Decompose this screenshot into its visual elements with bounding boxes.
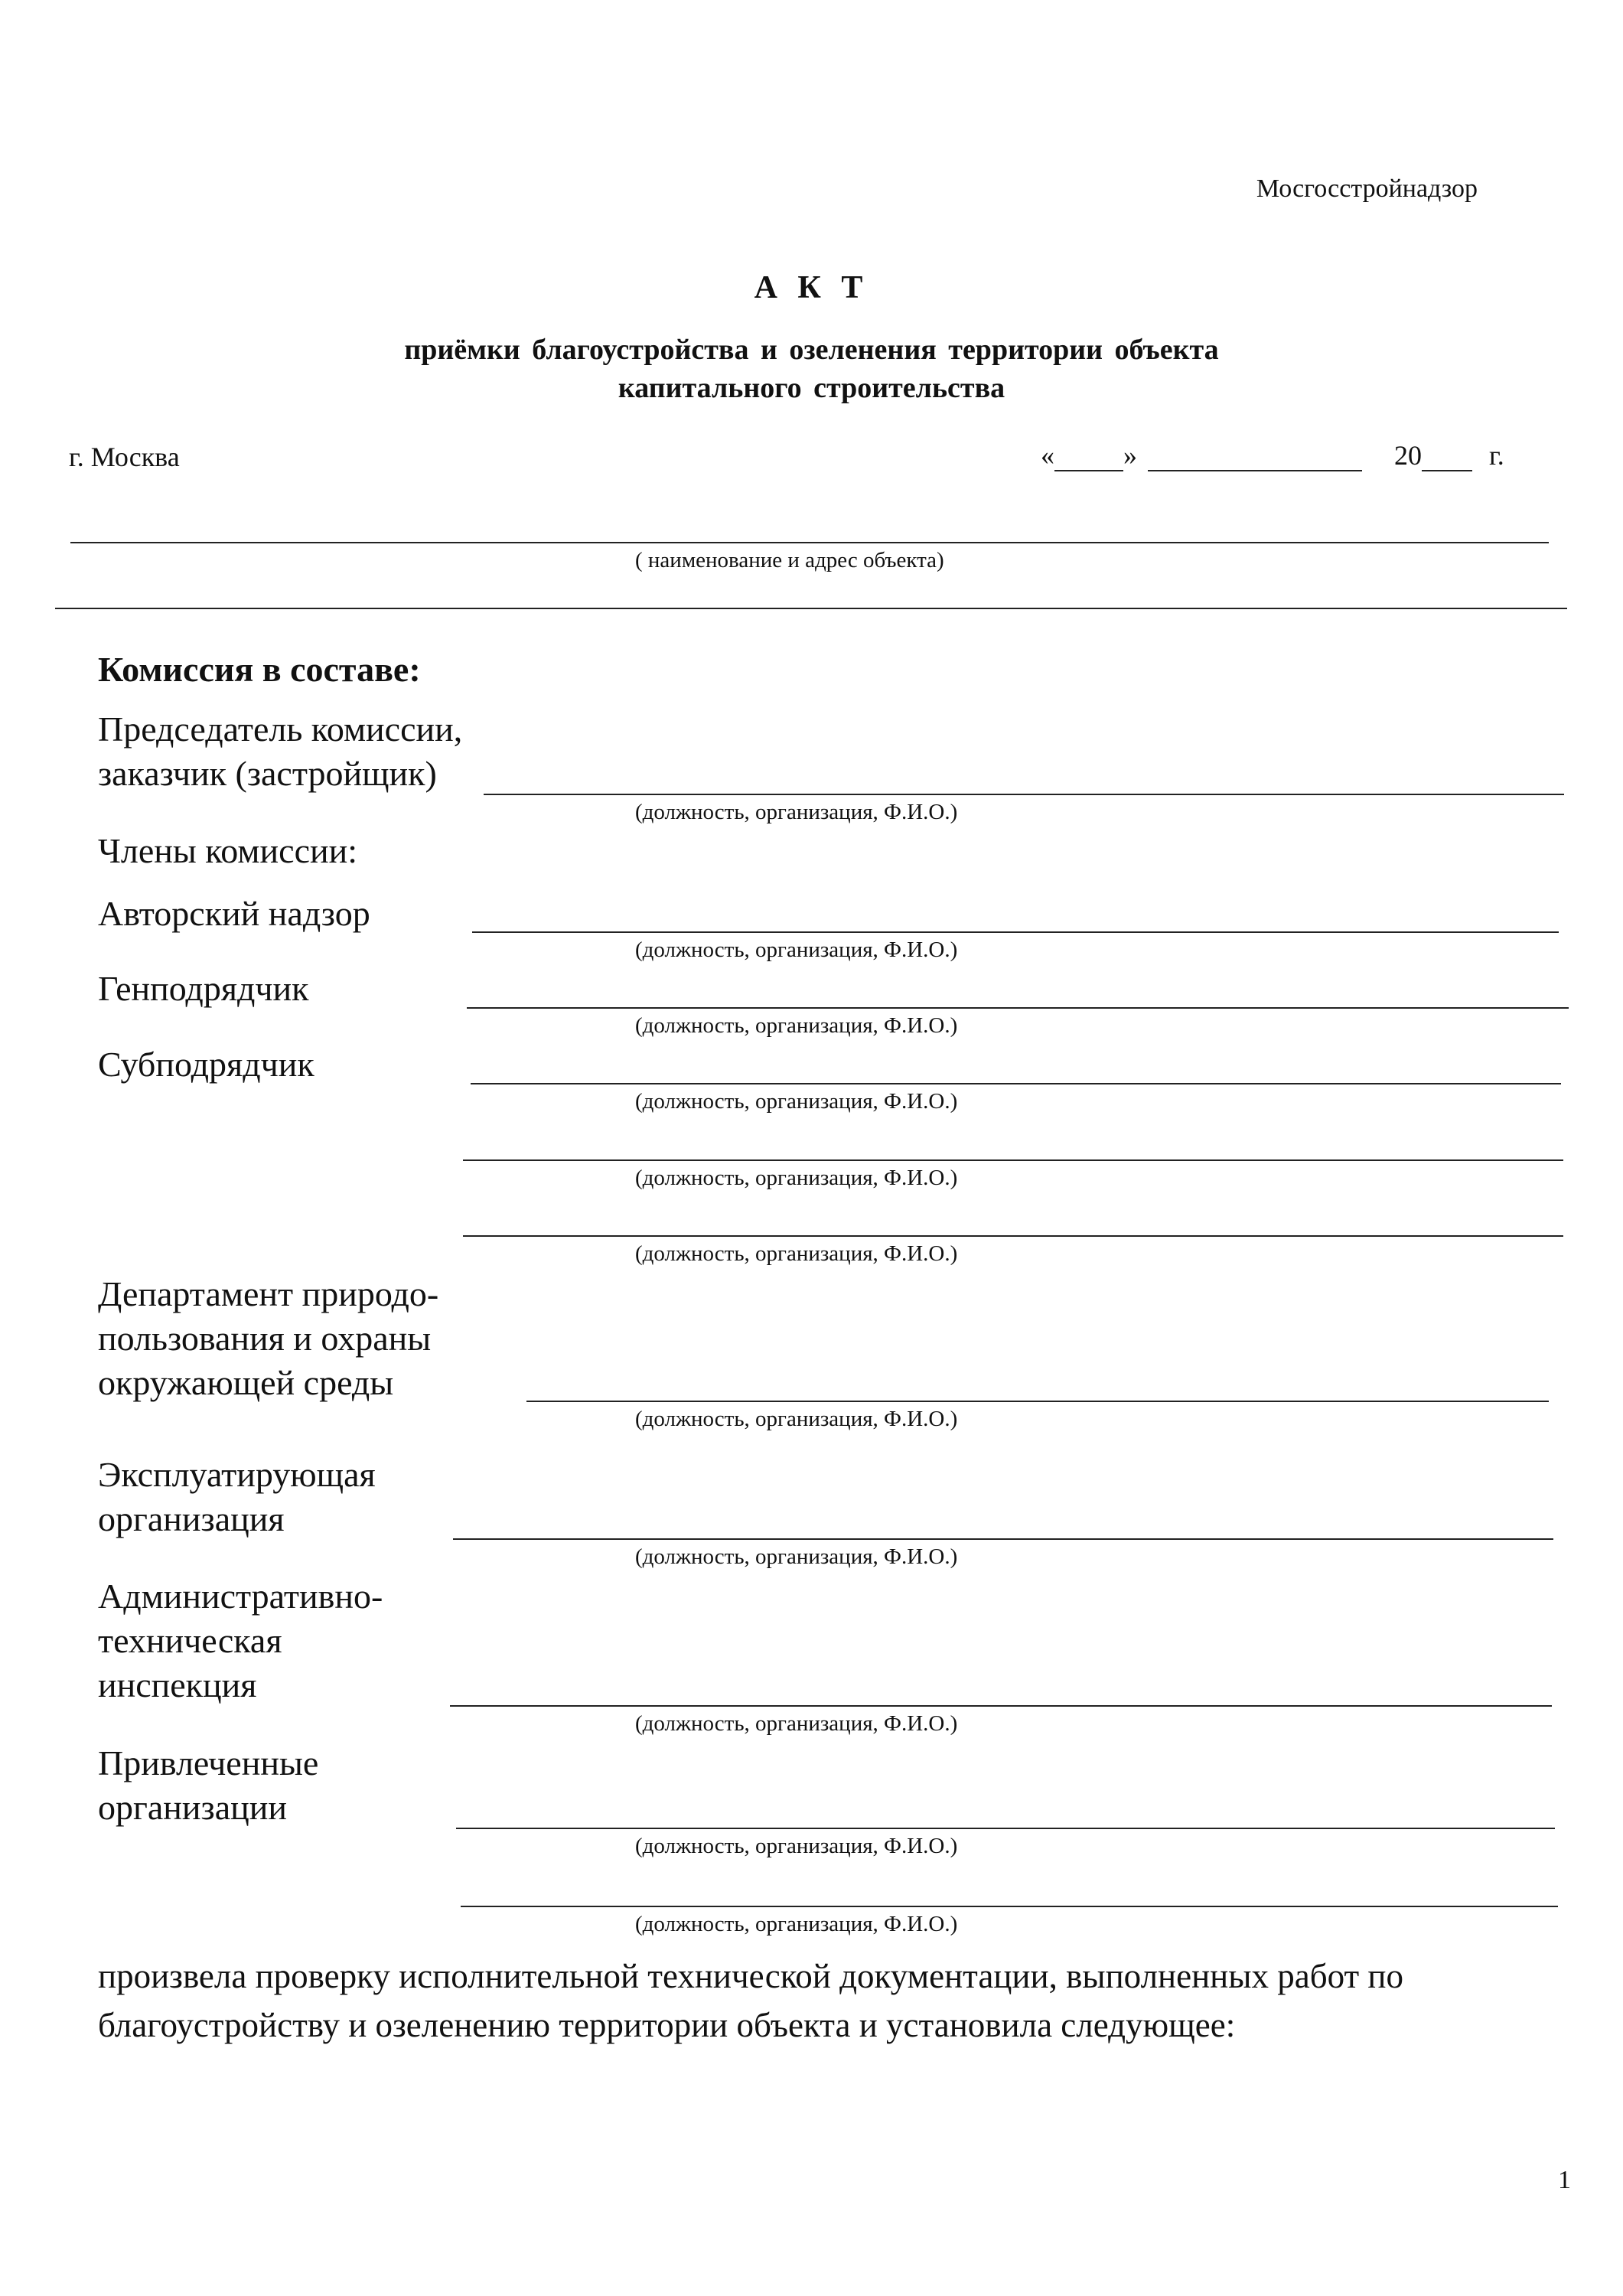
document-subtitle bbox=[0, 331, 1623, 407]
involved-orgs-field-1[interactable] bbox=[456, 1828, 1555, 1829]
admin-inspection-label-line-3: инспекция bbox=[98, 1665, 257, 1704]
author-supervision-field[interactable] bbox=[472, 931, 1559, 933]
field-caption: (должность, организация, Ф.И.О.) bbox=[635, 1912, 958, 1936]
commission-heading: Комиссия в составе: bbox=[98, 650, 421, 689]
chairman-label-line-2: заказчик (застройщик) bbox=[98, 754, 437, 793]
department-label-line-3: окружающей среды bbox=[98, 1363, 394, 1402]
admin-inspection-field[interactable] bbox=[450, 1705, 1552, 1707]
open-quote: « bbox=[1041, 440, 1054, 471]
city: г. Москва bbox=[69, 442, 180, 472]
year-suffix: г. bbox=[1489, 440, 1504, 471]
department-label bbox=[98, 1272, 438, 1405]
chairman-label-line-1: Председатель комиссии, bbox=[98, 709, 463, 748]
date-line bbox=[1041, 439, 1504, 471]
field-caption: (должность, организация, Ф.И.О.) bbox=[635, 1166, 958, 1190]
field-caption: (должность, организация, Ф.И.О.) bbox=[635, 1407, 958, 1431]
field-caption: (должность, организация, Ф.И.О.) bbox=[635, 1834, 958, 1858]
field-caption: (должность, организация, Ф.И.О.) bbox=[635, 938, 958, 962]
involved-orgs-label-line-2: организации bbox=[98, 1788, 287, 1827]
day-blank[interactable] bbox=[1054, 447, 1123, 471]
document-title: А К Т bbox=[754, 270, 869, 305]
conclusion-paragraph: произвела проверку исполнительной технической документации, выполненных работ по благоустройству и озеленению территории объекта и установила следующее: bbox=[98, 1957, 1404, 2044]
month-blank[interactable] bbox=[1148, 447, 1362, 471]
operating-org-label-line-2: организация bbox=[98, 1499, 285, 1538]
object-address-line[interactable] bbox=[55, 608, 1567, 609]
subtitle-line-2: капитального строительства bbox=[618, 372, 1005, 404]
department-field[interactable] bbox=[526, 1401, 1549, 1402]
object-name-line[interactable] bbox=[70, 542, 1549, 543]
operating-org-field[interactable] bbox=[453, 1538, 1553, 1540]
agency-name: Мосгосстройнадзор bbox=[1256, 174, 1478, 203]
general-contractor-label: Генподрядчик bbox=[98, 969, 309, 1008]
object-caption: ( наименование и адрес объекта) bbox=[635, 548, 944, 572]
involved-orgs-field-2[interactable] bbox=[461, 1906, 1558, 1907]
admin-inspection-label bbox=[98, 1574, 383, 1707]
admin-inspection-label-line-2: техническая bbox=[98, 1621, 282, 1660]
year-blank[interactable] bbox=[1422, 447, 1472, 471]
field-caption: (должность, организация, Ф.И.О.) bbox=[635, 1711, 958, 1736]
subcontractor-field-3[interactable] bbox=[463, 1235, 1563, 1237]
department-label-line-1: Департамент природо- bbox=[98, 1274, 439, 1313]
operating-org-label bbox=[98, 1453, 376, 1541]
chairman-label bbox=[98, 707, 462, 796]
department-label-line-2: пользования и охраны bbox=[98, 1319, 432, 1358]
general-contractor-field[interactable] bbox=[467, 1007, 1569, 1009]
field-caption: (должность, организация, Ф.И.О.) bbox=[635, 1241, 958, 1266]
year-prefix: 20 bbox=[1394, 440, 1422, 471]
members-label: Члены комиссии: bbox=[98, 831, 358, 870]
operating-org-label-line-1: Эксплуатирующая bbox=[98, 1455, 376, 1494]
involved-orgs-label bbox=[98, 1741, 318, 1830]
field-caption: (должность, организация, Ф.И.О.) bbox=[635, 1013, 958, 1038]
author-supervision-label: Авторский надзор bbox=[98, 894, 370, 933]
subcontractor-field-2[interactable] bbox=[463, 1159, 1563, 1161]
involved-orgs-label-line-1: Привлеченные bbox=[98, 1743, 319, 1782]
field-caption: (должность, организация, Ф.И.О.) bbox=[635, 1544, 958, 1569]
chairman-field[interactable] bbox=[484, 794, 1564, 795]
close-quote: » bbox=[1123, 440, 1137, 471]
subcontractor-label: Субподрядчик bbox=[98, 1045, 314, 1084]
field-caption: (должность, организация, Ф.И.О.) bbox=[635, 800, 958, 824]
subcontractor-field-1[interactable] bbox=[471, 1083, 1561, 1084]
field-caption: (должность, организация, Ф.И.О.) bbox=[635, 1089, 958, 1114]
subtitle-line-1: приёмки благоустройства и озеленения территории объекта bbox=[404, 334, 1219, 366]
page-number: 1 bbox=[1558, 2166, 1571, 2194]
admin-inspection-label-line-1: Административно- bbox=[98, 1577, 383, 1616]
